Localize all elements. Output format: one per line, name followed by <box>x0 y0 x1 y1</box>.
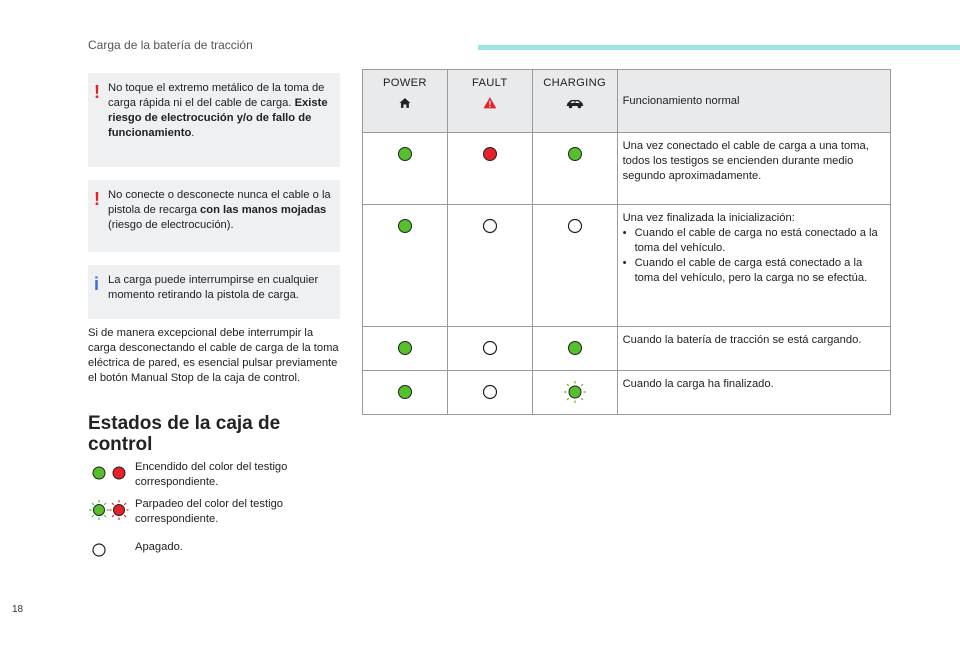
legend-row-on <box>88 460 348 490</box>
table-row <box>363 205 891 327</box>
row-description: Cuando la batería de tracción se está cargando. <box>617 327 890 371</box>
column-charging <box>532 70 617 133</box>
note-bold-text: Existe riesgo de electrocución y/o de fallo de funcionamiento <box>108 97 328 139</box>
fault-led-icon <box>478 214 502 238</box>
row-description: Una vez conectado el cable de carga a una toma, todos los testigos se encienden durante medio segundo aproximadamente. <box>617 133 890 205</box>
section-title: Estados de la caja de control <box>88 413 281 455</box>
legend-text: Parpadeo del color del testigo correspondiente. <box>135 498 284 525</box>
header-accent-bar <box>478 45 960 50</box>
power-led-icon <box>393 214 417 238</box>
power-led-icon <box>393 142 417 166</box>
bullet-item: • Cuando el cable de carga no está conectado a la toma del vehículo. <box>623 226 886 256</box>
car-icon <box>533 95 617 111</box>
power-led-icon <box>393 380 417 404</box>
table-row <box>363 371 891 415</box>
note-text: La carga puede interrumpirse en cualquier momento retirando la pistola de carga. <box>108 274 319 301</box>
charging-led-icon <box>563 214 587 238</box>
page-header-title: Carga de la batería de tracción <box>88 38 253 52</box>
column-label: POWER <box>383 77 427 89</box>
house-icon <box>363 95 447 111</box>
led-on-pair-icon <box>88 460 132 488</box>
note-text-after: . <box>191 127 195 139</box>
warning-note-wet-hands <box>88 180 340 252</box>
power-led-icon <box>393 336 417 360</box>
led-blink-pair-icon <box>88 497 132 525</box>
charging-led-icon <box>563 380 587 404</box>
note-text: No toque el extremo metálico de la toma de carga rápida ni el del cable de carga. <box>108 82 325 109</box>
manual-stop-paragraph: Si de manera excepcional debe interrumpir la carga desconectando el cable de carga de la toma eléctrica de pared, es esencial pulsar previamente el botón Manual Stop de la caja de control. <box>88 327 339 384</box>
row-description: Cuando la carga ha finalizado. <box>617 371 890 415</box>
note-bold-text: con las manos mojadas <box>200 204 327 216</box>
page-number: 18 <box>12 604 24 615</box>
legend-row-blink <box>88 497 348 527</box>
warning-mark-icon: ! <box>94 82 100 102</box>
column-label: CHARGING <box>543 77 606 89</box>
charging-led-icon <box>563 336 587 360</box>
legend-text: Encendido del color del testigo correspondiente. <box>135 461 288 488</box>
table-header-row <box>363 70 891 133</box>
bullet-item: • Cuando el cable de carga está conectado a la toma del vehículo, pero la carga no se efectúa. <box>623 256 886 286</box>
note-text: No conecte o desconecte nunca el cable o la pistola de recarga <box>108 189 331 216</box>
column-label: FAULT <box>472 77 508 89</box>
table-row <box>363 327 891 371</box>
warning-mark-icon: ! <box>94 189 100 209</box>
table-row <box>363 133 891 205</box>
bullet-list <box>623 226 886 286</box>
header-description: Funcionamiento normal <box>617 70 890 133</box>
row-description <box>617 205 890 327</box>
legend-row-off <box>88 540 348 570</box>
note-text-after: (riesgo de electrocución). <box>108 219 234 231</box>
charging-led-icon <box>563 142 587 166</box>
fault-led-icon <box>478 336 502 360</box>
warning-triangle-icon <box>448 95 532 111</box>
legend-text: Apagado. <box>135 541 183 553</box>
fault-led-icon <box>478 380 502 404</box>
row-description-intro: Una vez finalizada la inicialización: <box>622 212 795 224</box>
led-off-icon <box>88 540 132 568</box>
column-power <box>363 70 448 133</box>
info-note-interrupt <box>88 265 340 319</box>
info-mark-icon: i <box>94 274 100 294</box>
column-fault <box>447 70 532 133</box>
fault-led-icon <box>478 142 502 166</box>
warning-note-electrocution <box>88 73 340 167</box>
control-box-states-table <box>362 69 891 415</box>
